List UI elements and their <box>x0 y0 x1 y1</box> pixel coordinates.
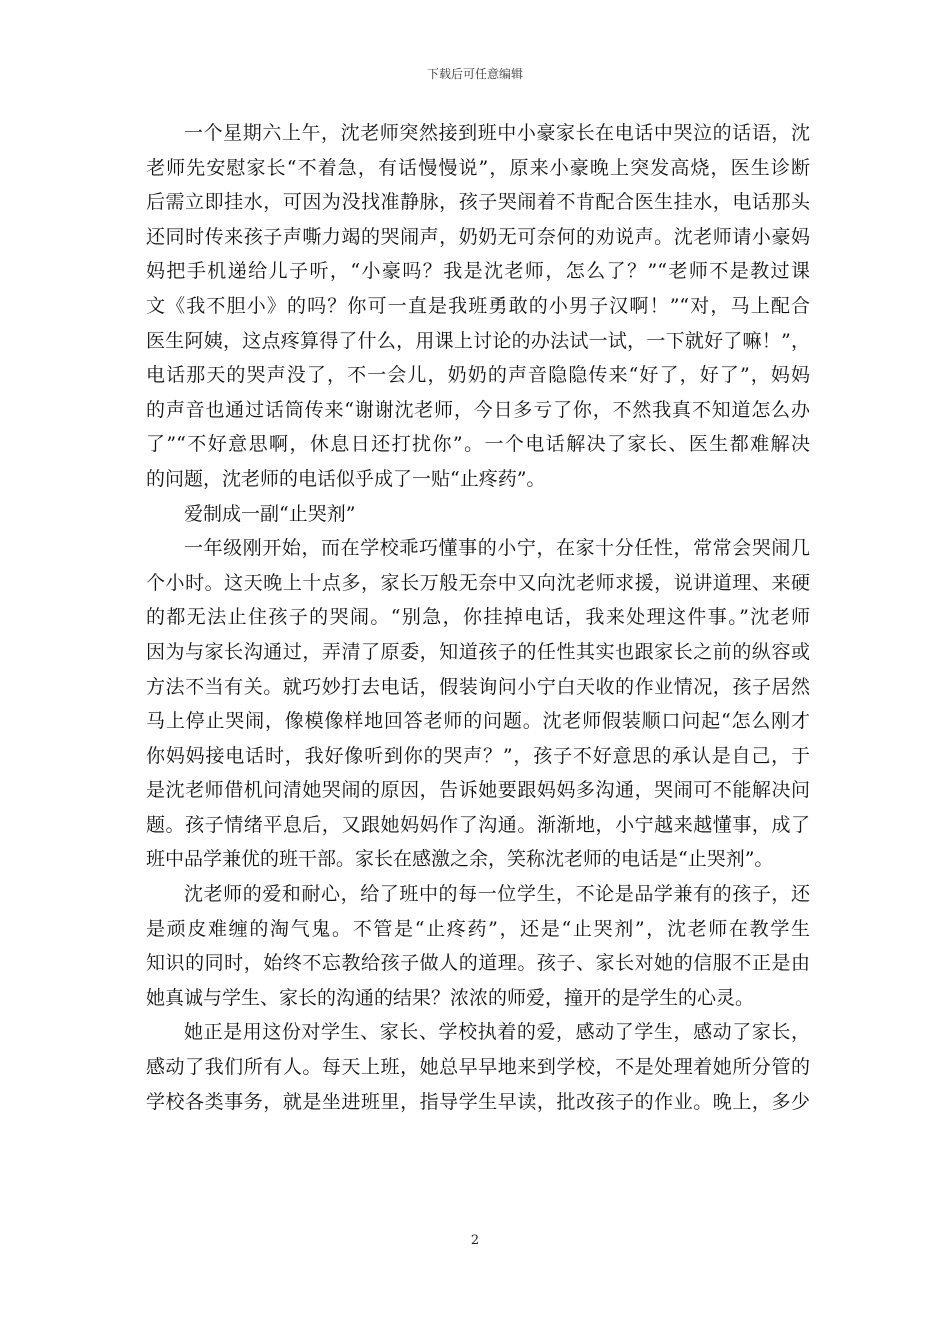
paragraph-line: 因为与家长沟通过，弄清了原委，知道孩子的任性其实也跟家长之前的纵容或 <box>146 640 810 663</box>
paragraph-line: 的问题，沈老师的电话似乎成了一贴“止疼药”。 <box>146 467 546 490</box>
paragraph-line: 文《我不胆小》的吗？你可一直是我班勇敢的小男子汉啊！”“对，马上配合 <box>146 294 810 317</box>
paragraph-line: 一年级刚开始，而在学校乖巧懂事的小宁，在家十分任性，常常会哭闹几 <box>184 537 810 560</box>
paragraph-line: 个小时。这天晚上十点多，家长万般无奈中又向沈老师求援，说讲道理、来硬 <box>146 571 810 594</box>
paragraph-line: 方法不当有关。就巧妙打去电话，假装询问小宁白天收的作业情况，孩子居然 <box>146 675 810 698</box>
page-number: 2 <box>470 1233 480 1248</box>
section-heading: 爱制成一副“止哭剂” <box>184 502 356 525</box>
paragraph-line: 知识的同时，始终不忘教给孩子做人的道理。孩子、家长对她的信服不正是由 <box>146 952 810 975</box>
paragraph-line: 她正是用这份对学生、家长、学校执着的爱，感动了学生，感动了家长， <box>184 1021 810 1044</box>
page-header: 下载后可任意编辑 <box>426 67 523 81</box>
paragraph-line: 老师先安慰家长“不着急，有话慢慢说”，原来小豪晚上突发高烧，医生诊断 <box>146 156 810 179</box>
paragraph-line: 的声音也通过话筒传来“谢谢沈老师，今日多亏了你，不然我真不知道怎么办 <box>146 398 810 421</box>
paragraph-line: 你妈妈接电话时，我好像听到你的哭声？”，孩子不好意思的承认是自己，于 <box>146 744 810 767</box>
paragraph-line: 还同时传来孩子声嘶力竭的哭闹声，奶奶无可奈何的劝说声。沈老师请小豪妈 <box>146 225 810 248</box>
paragraph-line: 电话那天的哭声没了，不一会儿，奶奶的声音隐隐传来“好了，好了”，妈妈 <box>146 364 810 387</box>
paragraph-line: 马上停止哭闹，像模像样地回答老师的问题。沈老师假装顺口问起“怎么刚才 <box>146 710 810 733</box>
paragraph-line: 她真诚与学生、家长的沟通的结果？浓浓的师爱，撞开的是学生的心灵。 <box>146 986 755 1009</box>
document-body <box>146 116 810 1119</box>
paragraph-line: 感动了我们所有人。每天上班，她总早早地来到学校，不是处理着她所分管的 <box>146 1056 810 1079</box>
paragraph-line: 了”“不好意思啊，休息日还打扰你”。一个电话解决了家长、医生都难解决 <box>146 433 810 456</box>
paragraph-line: 是顽皮难缠的淘气鬼。不管是“止疼药”，还是“止哭剂”，沈老师在教学生 <box>146 917 810 940</box>
paragraph-line: 后需立即挂水，可因为没找准静脉，孩子哭闹着不肯配合医生挂水，电话那头 <box>146 191 810 214</box>
paragraph-line: 的都无法止住孩子的哭闹。“别急，你挂掉电话，我来处理这件事。”沈老师 <box>146 606 810 629</box>
paragraph-line: 题。孩子情绪平息后，又跟她妈妈作了沟通。渐渐地，小宁越来越懂事，成了 <box>146 813 810 836</box>
paragraph-line: 班中品学兼优的班干部。家长在感激之余，笑称沈老师的电话是“止哭剂”。 <box>146 848 774 871</box>
paragraph-line: 是沈老师借机问清她哭闹的原因，告诉她要跟妈妈多沟通，哭闹可不能解决问 <box>146 779 810 802</box>
paragraph-line: 一个星期六上午，沈老师突然接到班中小豪家长在电话中哭泣的话语，沈 <box>184 122 810 144</box>
paragraph-line: 沈老师的爱和耐心，给了班中的每一位学生，不论是品学兼有的孩子，还 <box>184 883 810 906</box>
paragraph-line: 妈把手机递给儿子听，“小豪吗？我是沈老师，怎么了？”“老师不是教过课 <box>146 260 810 283</box>
paragraph-line: 医生阿姨，这点疼算得了什么，用课上讨论的办法试一试，一下就好了嘛！”， <box>146 329 810 352</box>
paragraph-line: 学校各类事务，就是坐进班里，指导学生早读，批改孩子的作业。晚上，多少 <box>146 1090 810 1113</box>
